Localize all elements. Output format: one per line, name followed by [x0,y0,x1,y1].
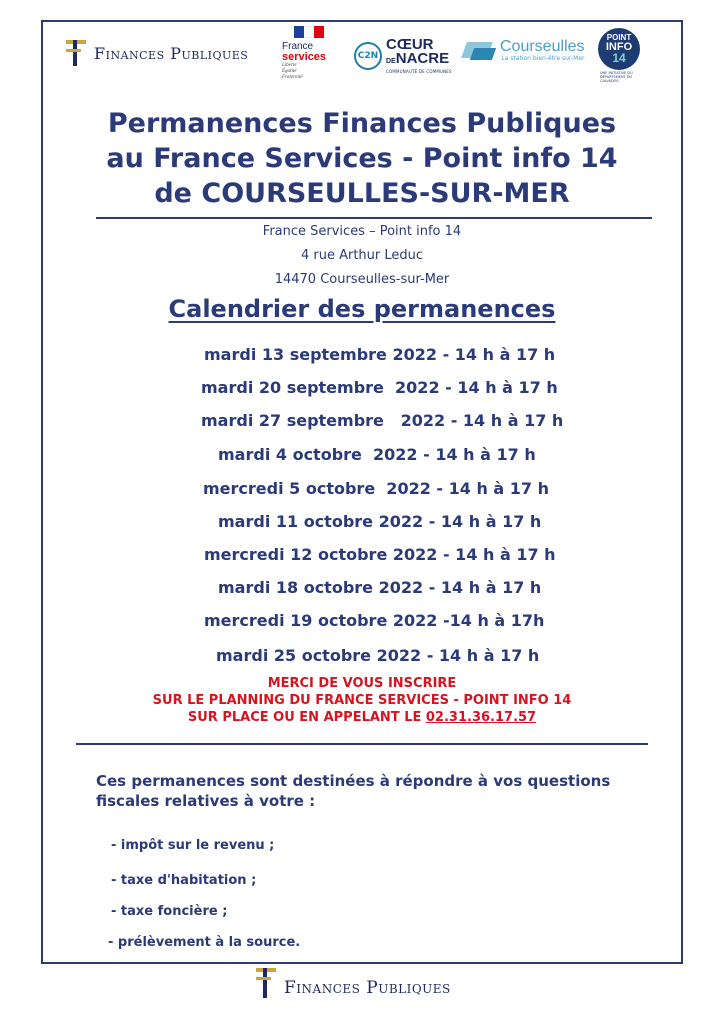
point-info-line1: POINT [606,33,632,42]
address-block [150,220,574,292]
title-line-2: au France Services - Point info 14 [106,143,618,174]
france-services-logo [282,26,342,90]
notice-divider [76,743,648,745]
info-list-item: - taxe d'habitation ; [111,873,257,888]
title-divider [96,217,652,219]
point-info-line2: INFO [605,41,633,53]
point-info-bubble-icon [598,28,640,70]
point-info-14-logo [596,28,642,83]
point-info-line3: 14 [612,51,626,65]
c2n-circle-icon: C2N [354,42,382,70]
notice-line-3-text: SUR PLACE OU EN APPELANT LE [187,710,426,725]
coeur-de-nacre-small: DE [386,58,396,65]
france-services-motto-2: Égalité [282,69,297,74]
calendar-date: mardi 27 septembre 2022 - 14 h à 17 h [201,411,564,430]
address-line-2: 4 rue Arthur Leduc [300,248,424,263]
calendar-date: mardi 20 septembre 2022 - 14 h à 17 h [201,378,558,397]
finances-publiques-wordmark: Finances Publiques [94,43,249,63]
info-intro: Ces permanences sont destinées à répondre à vos questions fiscales relatives à votre : [96,772,611,810]
info-list-item: - impôt sur le revenu ; [111,838,275,853]
courseulles-name: Courseulles [500,37,585,55]
calendar-date: mercredi 19 octobre 2022 -14 h à 17h [204,611,545,630]
finances-publiques-logo [66,38,248,68]
footer-finances-publiques-logo [256,966,451,1000]
coeur-de-nacre-subtitle: COMMUNAUTÉ DE COMMUNES [386,69,452,74]
calendar-heading: Calendrier des permanences [168,295,556,323]
calendar-date: mardi 18 octobre 2022 - 14 h à 17 h [218,578,542,597]
registration-notice [80,675,644,726]
calendar-date: mardi 13 septembre 2022 - 14 h à 17 h [204,345,556,364]
france-services-line1: France [282,41,314,52]
calendar-date: mardi 4 octobre 2022 - 14 h à 17 h [218,445,536,464]
calendar-date: mardi 25 octobre 2022 - 14 h à 17 h [216,646,540,665]
finances-publiques-emblem-icon [66,38,88,68]
notice-line-1: MERCI DE VOUS INSCRIRE [267,676,457,691]
calendar-date: mercredi 12 octobre 2022 - 14 h à 17 h [204,545,556,564]
info-list-item: - prélèvement à la source. [108,935,301,950]
address-line-1: France Services – Point info 14 [262,224,462,239]
coeur-de-nacre-line2-wrap [386,52,452,69]
page-title [50,106,674,211]
footer-finances-publiques-wordmark: Finances Publiques [284,978,451,998]
info-list-item: - taxe foncière ; [111,904,228,919]
notice-line-2: SUR LE PLANNING DU FRANCE SERVICES - POINT INFO 14 [152,693,572,708]
coeur-de-nacre-line2: NACRE [395,50,450,67]
calendar-date: mardi 11 octobre 2022 - 14 h à 17 h [218,512,542,531]
title-line-1: Permanences Finances Publiques [107,108,617,139]
france-services-motto-3: Fraternité [282,75,303,80]
courseulles-tagline: La station bien-être sur-Mer [501,54,585,62]
france-services-motto-1: Liberté [282,63,297,68]
french-flag-icon [294,26,324,38]
address-line-3: 14470 Courseulles-sur-Mer [274,272,450,287]
notice-line-3 [80,709,644,726]
courseulles-logo [462,38,584,62]
coeur-de-nacre-line1: CŒUR [386,36,434,53]
courseulles-sail-icon [462,38,496,62]
title-line-3: de COURSEULLES-SUR-MER [154,178,570,209]
footer-finances-publiques-emblem-icon [256,966,278,1000]
france-services-line2: services [282,51,327,63]
calendar-date: mercredi 5 octobre 2022 - 14 h à 17 h [203,479,550,498]
coeur-de-nacre-logo [354,38,452,74]
phone-number-link[interactable]: 02.31.36.17.57 [425,710,537,725]
point-info-footer: UNE INITIATIVE DU DÉPARTEMENT DU CALVADOS [600,71,633,83]
